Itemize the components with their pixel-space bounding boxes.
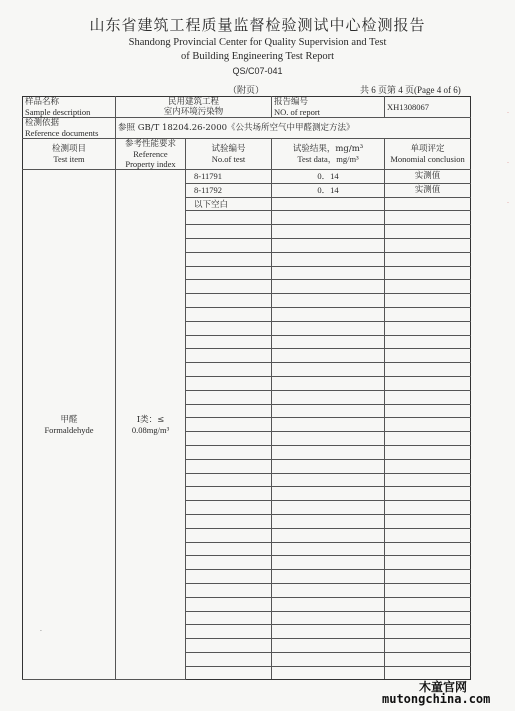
test-data-cell [272,473,385,487]
reference-label-cn: 检测依据 [25,118,60,128]
conclusion-cell [385,197,471,211]
conclusion-cell [385,252,471,266]
test-no-cell [186,418,272,432]
test-data-cell [272,459,385,473]
col-header-data-en: Test data，mg/m³ [297,154,359,164]
test-no-cell [186,225,272,239]
col-header-property [116,139,186,170]
test-data-cell [272,639,385,653]
form-code: QS/C07-041 [232,66,283,76]
sample-value [116,97,272,118]
side-stamp-mark: · [507,200,509,206]
report-table [22,96,471,680]
test-no-cell [186,307,272,321]
test-no-cell [186,349,272,363]
conclusion-cell [385,225,471,239]
property-index-line1: Ⅰ类：≤ [136,414,165,425]
test-data-cell [272,514,385,528]
conclusion-cell [385,625,471,639]
test-no-cell [186,294,272,308]
col-header-testno [186,139,272,170]
conclusion-cell [385,473,471,487]
test-no-cell [186,376,272,390]
property-index-cell [116,170,186,680]
reference-label [23,118,116,139]
test-no-cell [186,570,272,584]
conclusion-cell [385,652,471,666]
page-info: 共 6 页第 4 页(Page 4 of 6) [360,85,461,95]
col-header-property-en2: Property index [125,159,176,169]
test-no-cell [186,432,272,446]
test-no-cell [186,487,272,501]
col-header-item [23,139,116,170]
test-no-cell [186,473,272,487]
margin-mark: · [40,628,42,635]
side-stamp-mark: · [507,160,509,166]
conclusion-cell [385,432,471,446]
test-no-cell [186,266,272,280]
test-data-cell [272,487,385,501]
test-data-cell: 0．14 [272,183,385,197]
conclusion-cell: 实测值 [385,170,471,184]
side-stamp-mark: · [507,110,509,116]
conclusion-cell [385,376,471,390]
test-no-cell [186,335,272,349]
test-no-cell [186,625,272,639]
conclusion-cell [385,238,471,252]
test-no-cell [186,404,272,418]
test-no-cell [186,501,272,515]
conclusion-cell [385,349,471,363]
test-data-cell [272,197,385,211]
test-no-cell [186,252,272,266]
reference-row [23,118,471,139]
test-no-cell [186,445,272,459]
test-data-cell [272,280,385,294]
test-data-cell [272,335,385,349]
conclusion-cell [385,418,471,432]
test-no-cell [186,542,272,556]
report-no-value: XH1308067 [385,97,471,118]
test-data-cell [272,404,385,418]
test-data-cell [272,349,385,363]
col-header-item-cn: 检测项目 [51,144,86,154]
test-no-cell [186,280,272,294]
conclusion-cell [385,211,471,225]
test-data-cell [272,611,385,625]
conclusion-cell [385,583,471,597]
appendix-label: （附页） [228,86,265,96]
test-data-cell [272,294,385,308]
watermark-en: mutongchina.com [382,692,491,706]
sample-label-cn: 样品名称 [25,97,60,107]
test-data-cell [272,211,385,225]
test-no-cell [186,652,272,666]
conclusion-cell [385,390,471,404]
conclusion-cell [385,501,471,515]
test-item-name-cn: 甲醛 [60,414,78,425]
column-header-row [23,139,471,170]
col-header-testno-cn: 试验编号 [211,144,246,154]
sample-label [23,97,116,118]
test-data-cell [272,252,385,266]
test-data-cell [272,238,385,252]
col-header-property-cn: 参考性能要求 [124,139,176,149]
test-no-cell [186,390,272,404]
test-data-cell [272,307,385,321]
sample-value-line1: 民用建筑工程 [168,97,220,107]
test-no-cell [186,514,272,528]
test-data-cell [272,432,385,446]
test-data-cell [272,652,385,666]
conclusion-cell [385,487,471,501]
sample-value-line2: 室内环境污染物 [163,107,224,117]
conclusion-cell [385,639,471,653]
sample-row [23,97,471,118]
test-data-cell [272,570,385,584]
test-data-cell [272,542,385,556]
test-data-cell [272,666,385,680]
test-data-cell [272,376,385,390]
test-no-cell [186,528,272,542]
col-header-property-en1: Reference [133,149,168,159]
conclusion-cell [385,280,471,294]
conclusion-cell [385,514,471,528]
conclusion-cell [385,445,471,459]
table-row [23,170,471,184]
conclusion-cell [385,597,471,611]
test-no-cell [186,211,272,225]
test-data-cell [272,363,385,377]
reference-value: 参照 GB/T 18204.26-2000《公共场所空气中甲醛测定方法》 [116,118,471,139]
conclusion-cell [385,570,471,584]
report-no-label-en: NO. of report [274,107,321,117]
test-data-cell [272,225,385,239]
test-no-cell [186,666,272,680]
col-header-conclusion-en: Monomial conclusion [390,154,465,164]
test-data-cell [272,501,385,515]
test-data-cell [272,597,385,611]
test-data-cell [272,556,385,570]
test-no-cell: 以下空白 [186,197,272,211]
test-no-cell: 8-11791 [186,170,272,184]
conclusion-cell [385,266,471,280]
test-no-cell [186,363,272,377]
sample-label-en: Sample description [25,107,91,117]
test-no-cell [186,321,272,335]
test-data-cell [272,266,385,280]
test-data-cell [272,583,385,597]
test-item-name-en: Formaldehyde [44,424,94,435]
col-header-data-cn: 试验结果，mg/m³ [292,144,364,154]
col-header-data [272,139,385,170]
test-data-cell [272,321,385,335]
col-header-item-en: Test item [53,154,85,164]
conclusion-cell [385,404,471,418]
col-header-conclusion-cn: 单项评定 [410,144,445,154]
test-no-cell [186,639,272,653]
test-data-cell [272,528,385,542]
report-no-label-cn: 报告编号 [274,97,309,107]
conclusion-cell [385,528,471,542]
reference-label-en: Reference documents [25,128,99,138]
watermark-cn: 木童官网 [419,680,468,694]
col-header-conclusion [385,139,471,170]
test-no-cell [186,611,272,625]
report-title-cn: 山东省建筑工程质量监督检验测试中心检测报告 [89,16,426,34]
test-item-cell [23,170,116,680]
conclusion-cell [385,307,471,321]
report-title-en-line1: Shandong Provincial Center for Quality Supervision and Test [128,37,387,48]
conclusion-cell: 实测值 [385,183,471,197]
test-no-cell [186,583,272,597]
test-no-cell: 8-11792 [186,183,272,197]
test-data-cell [272,445,385,459]
property-index-line2: 0.08mg/m³ [131,424,170,435]
col-header-testno-en: No.of test [211,154,246,164]
test-no-cell [186,459,272,473]
conclusion-cell [385,294,471,308]
test-data-cell: 0．14 [272,170,385,184]
conclusion-cell [385,556,471,570]
test-no-cell [186,238,272,252]
conclusion-cell [385,321,471,335]
test-data-cell [272,390,385,404]
conclusion-cell [385,611,471,625]
test-data-cell [272,418,385,432]
conclusion-cell [385,335,471,349]
conclusion-cell [385,459,471,473]
test-no-cell [186,556,272,570]
test-data-cell [272,625,385,639]
conclusion-cell [385,363,471,377]
report-title-en-line2: of Building Engineering Test Report [180,51,335,62]
conclusion-cell [385,542,471,556]
report-no-label [272,97,385,118]
test-no-cell [186,597,272,611]
